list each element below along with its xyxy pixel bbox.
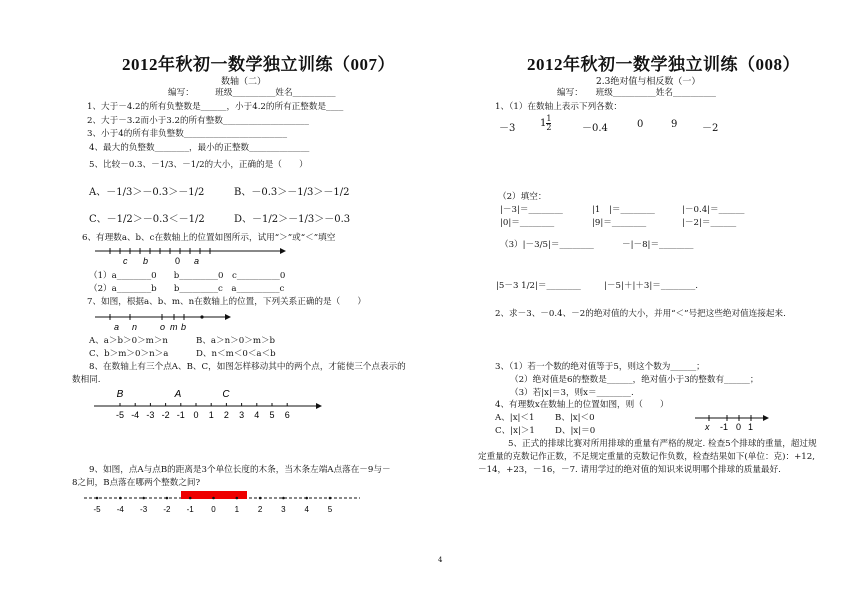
q8-tick-label: -3 [146, 410, 155, 420]
right-q5-line3: －14，+23，－16，－7. 请用学过的绝对值的知识来说明哪个排球的质量最好. [478, 465, 781, 475]
q6-label-a: a [194, 256, 200, 266]
q8-tick-label: -4 [131, 410, 140, 420]
left-q1: 1、大于－4.2的所有负整数是______，小于4.2的所有正整数是____ [87, 102, 344, 112]
q6-blanks-1: （1）a________0 b_________0 c__________0 [89, 271, 286, 281]
fill-r1c3: |－0.4|＝______ [682, 205, 745, 215]
right-q1-2: （2）填空： [498, 192, 547, 202]
fill-4a: |5－3 1/2|＝________ [496, 281, 581, 291]
left-q9-cont: 8之间，B点落在哪两个整数之间? [72, 478, 201, 488]
right-q3-3: （3）若|x|＝3，则x＝________. [510, 388, 634, 398]
page-number: 4 [438, 556, 443, 564]
num-one-half: 1 $\frac{1}{2}$ [540, 114, 552, 132]
q8-tick-label: 4 [254, 410, 260, 420]
right-q5-line1: 5、正式的排球比赛对所用排球的重量有严格的规定. 检查5个排球的重量，超过规 [508, 439, 817, 449]
q8-point-c: C [222, 389, 230, 400]
left-q6: 6、有理数a、b、c在数轴上的位置如图所示，试用“＞”或“＜”填空 [82, 233, 336, 243]
right-q1: 1、（1）在数轴上表示下列各数： [495, 102, 622, 112]
q8-tick-label: 6 [284, 410, 290, 420]
q9-tick-label: 1 [234, 505, 240, 514]
right-q5-line2: 定重量的克数记作正数，不足规定重量的克数记作负数，检查结果如下(单位：克)：+12, [478, 452, 815, 462]
right-page-title: 2012年秋初一数学独立训练（008） [527, 55, 800, 74]
q8-tick-label: 0 [193, 410, 199, 420]
right-q4: 4、有理数x在数轴上的位置如图，则（ ） [495, 400, 669, 410]
q9-tick [305, 497, 308, 500]
q4-option-a: A、|x|＜1 [495, 413, 535, 423]
q5-option-a: A、－1/3＞－0.3＞－1/2 [89, 187, 205, 198]
fill-3b: －|－8|＝________ [622, 240, 694, 250]
q9-tick-label: -4 [116, 505, 124, 514]
right-author-row: 编写： 班级__________姓名__________ [557, 88, 716, 98]
q7-label-o: o [160, 322, 166, 332]
fill-r2c3: |－2|＝______ [682, 218, 737, 228]
q6-blanks-2: （2）a________b b_________c a__________c [89, 284, 285, 294]
q7-label-n: n [132, 322, 138, 332]
q4-label-0: 0 [736, 422, 742, 432]
q7-option-b: B、a＞n＞0＞m＞b [196, 336, 276, 346]
fill-3a: （3）|－3/5|＝________ [500, 240, 594, 250]
q8-point-a: A [174, 389, 182, 400]
q9-tick [329, 497, 332, 500]
q7-label-a: a [114, 322, 120, 332]
q9-tick-label: 4 [304, 505, 309, 514]
left-q9: 9、如图，点A与点B的距离是3个单位长度的木条，当木条左端A点落在－9与－ [89, 465, 391, 475]
q8-tick-label: 1 [208, 410, 214, 420]
num-9: 9 [671, 119, 678, 130]
q4-option-d: D、|x|＝0 [555, 426, 596, 436]
q8-tick-label: -2 [161, 410, 170, 420]
q9-tick [142, 497, 145, 500]
q8-tick-label: 3 [239, 410, 245, 420]
q6-label-c: c [123, 256, 128, 266]
q9-tick-label: 3 [281, 505, 286, 514]
fill-r1c2: |1 |＝________ [592, 205, 655, 215]
q8-tick-label: 5 [269, 410, 275, 420]
right-subtitle: 2.3绝对值与相反数（一） [596, 77, 701, 87]
q4-option-b: B、|x|＜0 [555, 413, 595, 423]
q7-option-a: A、a＞b＞0＞m＞n [89, 336, 168, 346]
right-q2: 2、求－3、－0.4、－2的绝对值的大小，并用“＜”号把这些绝对值连接起来. [495, 309, 786, 319]
left-author-row: 编写： 班级__________姓名__________ [168, 88, 336, 98]
q9-tick [96, 497, 99, 500]
right-q3-2: （2）绝对值是6的整数是______，绝对值小于3的整数有______； [510, 375, 759, 385]
left-subtitle: 数轴（二） [221, 77, 267, 87]
left-q5: 5、比较－0.3、－1/3、－1/2的大小，正确的是（ ） [89, 160, 308, 170]
q9-tick-label: 5 [327, 505, 333, 514]
fill-4b: |－5|＋|＋3|＝________. [604, 281, 698, 291]
q9-tick [259, 497, 262, 500]
left-page-title: 2012年秋初一数学独立训练（007） [122, 55, 395, 74]
q4-number-line [693, 410, 773, 434]
num-neg04: －0.4 [582, 123, 608, 134]
q9-tick-label: -3 [140, 505, 148, 514]
left-q2: 2、大于－3.2而小于3.2的所有整数____________________ [87, 116, 309, 126]
q4-option-c: C、|x|＞1 [495, 426, 535, 436]
num-neg2: －2 [702, 123, 719, 134]
q5-option-b: B、－0.3＞－1/3＞－1/2 [234, 187, 350, 198]
q9-number-line [80, 488, 370, 518]
q8-tick-label: -1 [176, 410, 185, 420]
q9-tick [282, 497, 285, 500]
right-q3-1: 3、（1）若一个数的绝对值等于5，则这个数为______； [495, 362, 705, 372]
q9-tick-label: -2 [163, 505, 171, 514]
q9-tick [189, 497, 192, 500]
num-neg3: －3 [499, 123, 516, 134]
left-q8-cont: 数相同. [72, 375, 101, 385]
left-q7: 7、如图，根据a、b、m、n在数轴上的位置，下列关系正确的是（ ） [87, 297, 366, 307]
q9-tick-label: 2 [257, 505, 263, 514]
q6-label-0: 0 [175, 256, 181, 266]
left-q4: 4、最大的负整数________，最小的正整数______________ [89, 143, 310, 153]
fill-r2c1: |0|＝________ [500, 218, 555, 228]
q7-label-b: b [181, 322, 187, 332]
q9-tick [236, 497, 239, 500]
q4-label-x: x [705, 422, 710, 432]
left-q8: 8、在数轴上有三个点A、B、C，如图怎样移动其中的两个点，才能使三个点表示的 [89, 362, 406, 372]
q8-point-b: B [116, 389, 124, 400]
num-0: 0 [637, 119, 644, 130]
left-q3: 3、小于4的所有非负整数________________________ [87, 129, 287, 139]
q8-tick-label: 2 [223, 410, 229, 420]
q9-tick-label: -5 [93, 505, 101, 514]
q7-option-c: C、b＞m＞0＞n＞a [89, 349, 169, 359]
q9-tick [166, 497, 169, 500]
q9-tick [212, 497, 215, 500]
q7-number-line [90, 309, 240, 333]
q5-option-d: D、－1/2＞－1/3＞－0.3 [234, 214, 351, 225]
q9-tick [119, 497, 122, 500]
q4-label-neg1: -1 [720, 422, 729, 432]
q8-tick-label: -5 [115, 410, 125, 420]
q8-number-line [90, 385, 330, 425]
q9-tick-label: -1 [186, 505, 194, 514]
fill-r2c2: |9|＝________ [592, 218, 647, 228]
q7-label-m: m [170, 322, 178, 332]
q6-label-b: b [143, 256, 149, 266]
q7-option-d: D、n＜m＜0＜a＜b [196, 349, 276, 359]
q5-option-c: C、－1/2＞－0.3＜－1/2 [89, 214, 205, 225]
q9-tick-label: 0 [211, 505, 216, 514]
q4-label-1: 1 [748, 422, 754, 432]
fill-r1c1: |－3|＝________ [500, 205, 563, 215]
q6-number-line [90, 243, 290, 267]
